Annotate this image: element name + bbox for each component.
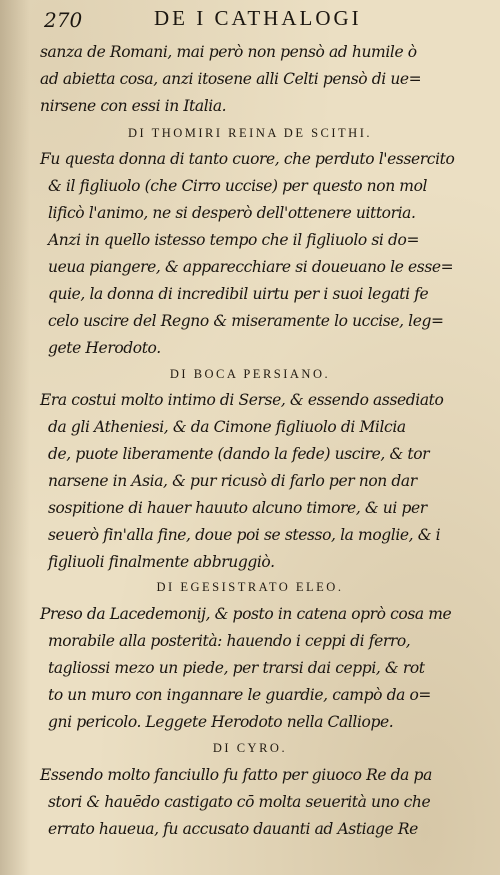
text-line: Essendo molto fanciullo fu fatto per giuoco Re da pa — [40, 766, 432, 784]
text-line: nirsene con essi in Italia. — [40, 97, 227, 115]
text-line: figliuoli finalmente abbruggiò. — [48, 553, 275, 571]
section-heading-boca: DI BOCA PERSIANO. — [169, 367, 331, 381]
text-line: lificò l'animo, ne si desperò dell'ottenere uittoria. — [48, 204, 416, 222]
text-line: sanza de Romani, mai però non pensò ad humile ò — [40, 43, 417, 61]
text-line: da gli Atheniesi, & da Cimone figliuolo di Milcia — [48, 418, 406, 436]
section-heading-egesistrato: DI EGESISTRATO ELEO. — [156, 580, 344, 594]
text-line: morabile alla posterità: hauendo i ceppi di ferro, — [48, 632, 411, 650]
text-line: stori & hauēdo castigato cō molta seuerità uno che — [48, 793, 431, 811]
text-line: de, puote liberamente (dando la fede) uscire, & tor — [48, 445, 430, 463]
page-number: 270 — [44, 8, 83, 32]
text-line: celo uscire del Regno & miseramente lo uccise, leg= — [48, 312, 444, 330]
text-line: tagliossi mezo un piede, per trarsi dai ceppi, & rot — [48, 659, 425, 677]
text-line: & il figliuolo (che Cirro uccise) per questo non mol — [48, 177, 428, 195]
text-line: ad abietta cosa, anzi itosene alli Celti pensò di ue= — [40, 70, 422, 88]
text-line: to un muro con ingannare le guardie, campò da o= — [48, 686, 431, 704]
text-line: sospitione di hauer hauuto alcuno timore, & ui per — [48, 499, 427, 517]
page-header — [44, 6, 464, 32]
text-line: seuerò fin'alla fine, doue poi se stesso, la moglie, & i — [48, 526, 441, 544]
text-line: Fu questa donna di tanto cuore, che perduto l'essercito — [40, 150, 455, 168]
running-title: DE I CATHALOGI — [154, 6, 362, 30]
text-line: ueua piangere, & apparecchiare si doueuano le esse= — [48, 258, 454, 276]
text-line: Anzi in quello istesso tempo che il figliuolo si do= — [48, 231, 420, 249]
text-line: errato haueua, fu accusato dauanti ad Astiage Re — [48, 820, 418, 838]
text-line: gni pericolo. Leggete Herodoto nella Calliope. — [48, 713, 394, 731]
text-line: Preso da Lacedemonij, & posto in catena oprò cosa me — [40, 605, 452, 623]
text-line: Era costui molto intimo di Serse, & essendo assediato — [40, 391, 444, 409]
section-heading-thomiri: DI THOMIRI REINA DE SCITHI. — [128, 126, 372, 140]
text-line: quie, la donna di incredibil uirtu per i suoi legati fe — [48, 285, 429, 303]
text-line: gete Herodoto. — [48, 339, 161, 357]
section-heading-cyro: DI CYRO. — [212, 741, 288, 755]
text-line: narsene in Asia, & pur ricusò di farlo per non dar — [48, 472, 417, 490]
